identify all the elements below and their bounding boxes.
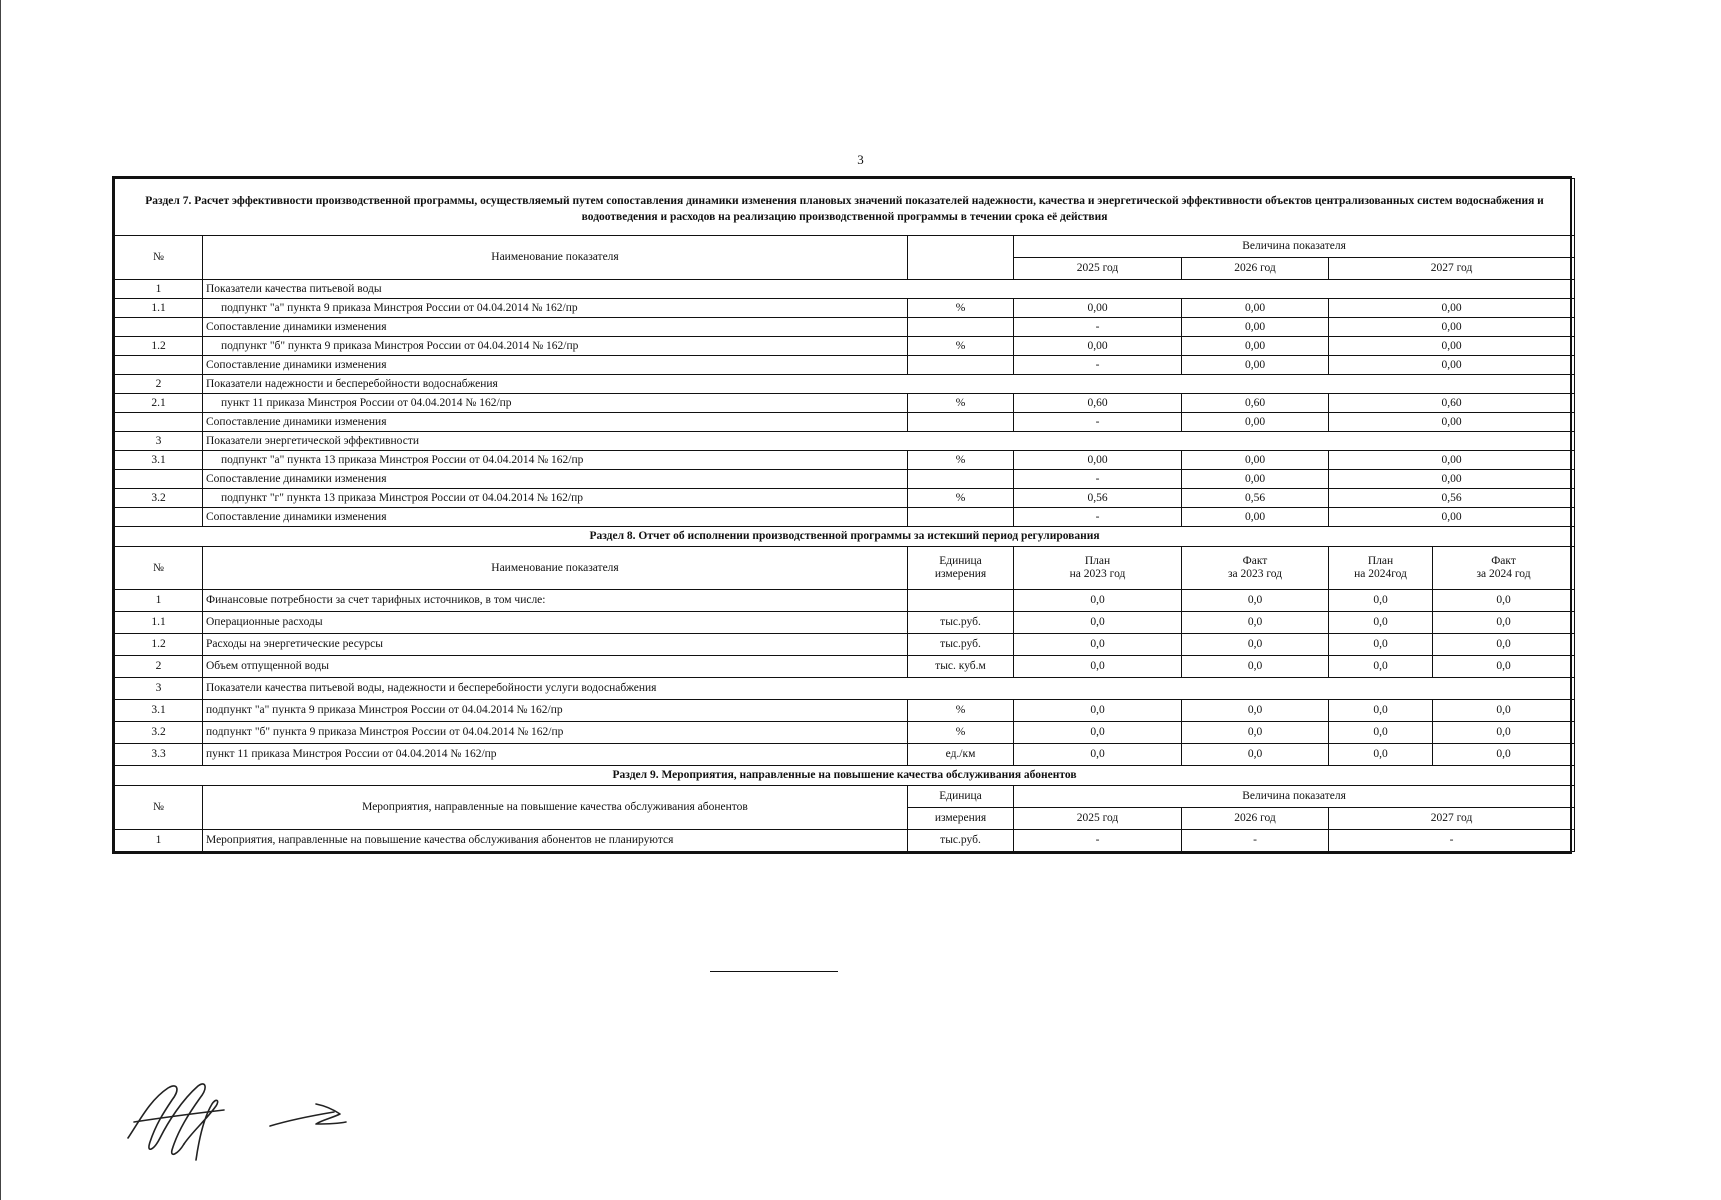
row-unit: [908, 318, 1014, 337]
section9-header-year-2026: 2026 год: [1182, 808, 1329, 830]
section8-header-col-line: за 2023 год: [1227, 568, 1283, 580]
value-2027: 0,00: [1329, 470, 1575, 489]
value-plan-2023: 0,0: [1014, 590, 1182, 612]
row-name: подпункт "б" пункта 9 приказа Минстроя России от 04.04.2014 № 162/пр: [203, 722, 908, 744]
row-name: подпункт "а" пункта 9 приказа Минстроя России от 04.04.2014 № 162/пр: [203, 700, 908, 722]
value-2027: 0,00: [1329, 451, 1575, 470]
value-2027: 0,00: [1329, 508, 1575, 527]
value-2025: -: [1014, 508, 1182, 527]
row-name: Расходы на энергетические ресурсы: [203, 634, 908, 656]
row-number: 2: [115, 656, 203, 678]
row-unit: тыс.руб.: [908, 612, 1014, 634]
section8-header-unit-line: Единица: [939, 555, 982, 567]
section7-header-unit: [908, 236, 1014, 280]
section8-header-name: Наименование показателя: [203, 547, 908, 590]
section7-row: [115, 356, 1575, 375]
row-number: [115, 470, 203, 489]
value-2026: 0,00: [1182, 356, 1329, 375]
row-name: подпункт "г" пункта 13 приказа Минстроя России от 04.04.2014 № 162/пр: [203, 489, 908, 508]
row-unit: %: [908, 299, 1014, 318]
section8-row: [115, 634, 1575, 656]
row-number: [115, 413, 203, 432]
section9-row: [115, 830, 1575, 852]
row-unit: %: [908, 700, 1014, 722]
section8-title-row: [115, 527, 1575, 547]
row-unit: [908, 356, 1014, 375]
value-2027: 0,56: [1329, 489, 1575, 508]
value-fact-2024: 0,0: [1433, 700, 1575, 722]
section8-row: [115, 678, 1575, 700]
section8-row: [115, 700, 1575, 722]
row-number: 2.1: [115, 394, 203, 413]
section9-header-num: №: [115, 786, 203, 830]
value-fact-2023: 0,0: [1182, 700, 1329, 722]
value-2025: -: [1014, 830, 1182, 852]
value-2027: 0,00: [1329, 356, 1575, 375]
section7-row: [115, 337, 1575, 356]
section9-title: Раздел 9. Мероприятия, направленные на повышение качества обслуживания абонентов: [115, 766, 1575, 786]
section8-header-col: [1014, 547, 1182, 590]
row-name: подпункт "а" пункта 13 приказа Минстроя России от 04.04.2014 № 162/пр: [203, 451, 908, 470]
value-2027: 0,60: [1329, 394, 1575, 413]
section9-header-row-1: [115, 786, 1575, 808]
row-number: 1.2: [115, 337, 203, 356]
section7-row: [115, 470, 1575, 489]
value-plan-2023: 0,0: [1014, 634, 1182, 656]
row-name: Операционные расходы: [203, 612, 908, 634]
row-number: [115, 356, 203, 375]
section8-row: [115, 656, 1575, 678]
row-group-name: Показатели энергетической эффективности: [203, 432, 1575, 451]
section9-header-unit-2: измерения: [908, 808, 1014, 830]
section7-header-name: Наименование показателя: [203, 236, 908, 280]
section7-header-row-1: [115, 236, 1575, 258]
section8-header-col: [1329, 547, 1433, 590]
section8-header-col-line: Факт: [1491, 555, 1516, 567]
section7-row: [115, 432, 1575, 451]
section9-header-unit-1: Единица: [908, 786, 1014, 808]
section8-title: Раздел 8. Отчет об исполнении производственной программы за истекший период регулирования: [115, 527, 1575, 547]
value-2026: 0,56: [1182, 489, 1329, 508]
section7-header-value-group: Величина показателя: [1014, 236, 1575, 258]
row-name: Финансовые потребности за счет тарифных источников, в том числе:: [203, 590, 908, 612]
value-plan-2024: 0,0: [1329, 744, 1433, 766]
row-name: Сопоставление динамики изменения: [203, 356, 908, 375]
row-number: 1.1: [115, 299, 203, 318]
row-name: Сопоставление динамики изменения: [203, 508, 908, 527]
section7-row: [115, 508, 1575, 527]
value-2026: 0,00: [1182, 299, 1329, 318]
value-2025: 0,00: [1014, 337, 1182, 356]
row-number: 1: [115, 590, 203, 612]
row-number: 3.2: [115, 722, 203, 744]
section8-header-row: [115, 547, 1575, 590]
row-number: 1.2: [115, 634, 203, 656]
value-plan-2024: 0,0: [1329, 634, 1433, 656]
row-name: Мероприятия, направленные на повышение качества обслуживания абонентов не планируются: [203, 830, 908, 852]
section9-header-year-2027: 2027 год: [1329, 808, 1575, 830]
value-2026: 0,00: [1182, 508, 1329, 527]
row-unit: тыс. куб.м: [908, 656, 1014, 678]
row-number: [115, 318, 203, 337]
row-number: 1: [115, 280, 203, 299]
value-fact-2024: 0,0: [1433, 634, 1575, 656]
row-name: подпункт "а" пункта 9 приказа Минстроя России от 04.04.2014 № 162/пр: [203, 299, 908, 318]
value-fact-2023: 0,0: [1182, 590, 1329, 612]
row-group-name: Показатели качества питьевой воды, надежности и бесперебойности услуги водоснабжения: [203, 678, 1575, 700]
report-table: [114, 178, 1575, 852]
value-2027: 0,00: [1329, 318, 1575, 337]
row-unit: %: [908, 451, 1014, 470]
section8-header-col-line: План: [1084, 555, 1111, 567]
section7-row: [115, 318, 1575, 337]
section8-row: [115, 612, 1575, 634]
value-fact-2024: 0,0: [1433, 612, 1575, 634]
section8-row: [115, 744, 1575, 766]
section7-row: [115, 375, 1575, 394]
row-number: 3.3: [115, 744, 203, 766]
row-unit: %: [908, 489, 1014, 508]
section7-row: [115, 394, 1575, 413]
value-2026: 0,00: [1182, 413, 1329, 432]
section7-row: [115, 451, 1575, 470]
row-unit: тыс.руб.: [908, 830, 1014, 852]
value-fact-2023: 0,0: [1182, 722, 1329, 744]
value-2027: 0,00: [1329, 299, 1575, 318]
section7-header-num: №: [115, 236, 203, 280]
value-2025: 0,00: [1014, 451, 1182, 470]
value-plan-2023: 0,0: [1014, 744, 1182, 766]
value-2027: 0,00: [1329, 337, 1575, 356]
section8-header-col: [1433, 547, 1575, 590]
row-number: 3.1: [115, 451, 203, 470]
section8-row: [115, 590, 1575, 612]
row-name: Объем отпущенной воды: [203, 656, 908, 678]
row-number: 3: [115, 678, 203, 700]
section8-header-col: [1182, 547, 1329, 590]
section7-row: [115, 489, 1575, 508]
value-plan-2024: 0,0: [1329, 612, 1433, 634]
row-number: 2: [115, 375, 203, 394]
row-number: 1: [115, 830, 203, 852]
section8-row: [115, 722, 1575, 744]
value-plan-2023: 0,0: [1014, 656, 1182, 678]
row-number: 3.2: [115, 489, 203, 508]
row-unit: %: [908, 337, 1014, 356]
value-2026: 0,00: [1182, 318, 1329, 337]
value-fact-2024: 0,0: [1433, 744, 1575, 766]
section9-header-year-2025: 2025 год: [1014, 808, 1182, 830]
value-2025: -: [1014, 470, 1182, 489]
value-2027: 0,00: [1329, 413, 1575, 432]
row-number: 3.1: [115, 700, 203, 722]
value-fact-2024: 0,0: [1433, 590, 1575, 612]
section7-header-year-2025: 2025 год: [1014, 258, 1182, 280]
section7-row: [115, 280, 1575, 299]
value-2026: 0,00: [1182, 451, 1329, 470]
page-number: 3: [857, 152, 864, 167]
value-2025: -: [1014, 413, 1182, 432]
value-2026: 0,00: [1182, 337, 1329, 356]
section9-header-name: Мероприятия, направленные на повышение качества обслуживания абонентов: [203, 786, 908, 830]
value-fact-2024: 0,0: [1433, 722, 1575, 744]
value-fact-2023: 0,0: [1182, 744, 1329, 766]
section9-header-value-group: Величина показателя: [1014, 786, 1575, 808]
section8-header-col-line: за 2024 год: [1476, 568, 1531, 580]
value-plan-2024: 0,0: [1329, 656, 1433, 678]
value-2025: 0,00: [1014, 299, 1182, 318]
value-2025: 0,56: [1014, 489, 1182, 508]
closing-rule: [710, 971, 838, 972]
row-unit: [908, 470, 1014, 489]
row-name: подпункт "б" пункта 9 приказа Минстроя России от 04.04.2014 № 162/пр: [203, 337, 908, 356]
row-unit: %: [908, 722, 1014, 744]
section8-header-num: №: [115, 547, 203, 590]
value-plan-2023: 0,0: [1014, 612, 1182, 634]
value-fact-2023: 0,0: [1182, 634, 1329, 656]
row-number: 3: [115, 432, 203, 451]
row-number: 1.1: [115, 612, 203, 634]
section8-header-col-line: План: [1367, 555, 1394, 567]
value-fact-2023: 0,0: [1182, 656, 1329, 678]
row-name: Сопоставление динамики изменения: [203, 470, 908, 489]
value-fact-2023: 0,0: [1182, 612, 1329, 634]
row-group-name: Показатели надежности и бесперебойности водоснабжения: [203, 375, 1575, 394]
row-name: пункт 11 приказа Минстроя России от 04.04.2014 № 162/пр: [203, 394, 908, 413]
row-unit: тыс.руб.: [908, 634, 1014, 656]
row-unit: %: [908, 394, 1014, 413]
value-plan-2024: 0,0: [1329, 700, 1433, 722]
row-unit: [908, 413, 1014, 432]
value-2025: -: [1014, 318, 1182, 337]
section7-row: [115, 299, 1575, 318]
row-group-name: Показатели качества питьевой воды: [203, 280, 1575, 299]
section7-header-year-2026: 2026 год: [1182, 258, 1329, 280]
row-number: [115, 508, 203, 527]
scan-edge: [0, 0, 1, 1200]
value-plan-2024: 0,0: [1329, 590, 1433, 612]
value-fact-2024: 0,0: [1433, 656, 1575, 678]
row-name: Сопоставление динамики изменения: [203, 318, 908, 337]
value-2025: -: [1014, 356, 1182, 375]
section8-header-col-line: на 2024год: [1354, 568, 1407, 580]
value-2026: 0,60: [1182, 394, 1329, 413]
row-unit: [908, 508, 1014, 527]
handwritten-signature: [120, 1060, 380, 1170]
section8-header-col-line: на 2023 год: [1069, 568, 1126, 580]
row-unit: [908, 590, 1014, 612]
value-plan-2024: 0,0: [1329, 722, 1433, 744]
section7-row: [115, 413, 1575, 432]
value-2026: -: [1182, 830, 1329, 852]
value-plan-2023: 0,0: [1014, 722, 1182, 744]
value-2026: 0,00: [1182, 470, 1329, 489]
section7-title-row: [115, 179, 1575, 236]
value-plan-2023: 0,0: [1014, 700, 1182, 722]
row-name: Сопоставление динамики изменения: [203, 413, 908, 432]
value-2027: -: [1329, 830, 1575, 852]
section7-title: Раздел 7. Расчет эффективности производственной программы, осуществляемый путем сопоставления динамики изменения плановых значений показателей надежности, качества и энергетической эффективности объектов централизованных систем водоснабжения и водоотведения и расходов на реализацию производственной программы в течении срока её действия: [115, 179, 1575, 236]
section9-title-row: [115, 766, 1575, 786]
section7-header-year-2027: 2027 год: [1329, 258, 1575, 280]
row-name: пункт 11 приказа Минстроя России от 04.04.2014 № 162/пр: [203, 744, 908, 766]
section8-header-unit-line: измерения: [934, 568, 987, 580]
row-unit: ед./км: [908, 744, 1014, 766]
report-sheet: [112, 176, 1572, 854]
section8-header-col-line: Факт: [1242, 555, 1268, 567]
value-2025: 0,60: [1014, 394, 1182, 413]
section8-header-unit: [908, 547, 1014, 590]
